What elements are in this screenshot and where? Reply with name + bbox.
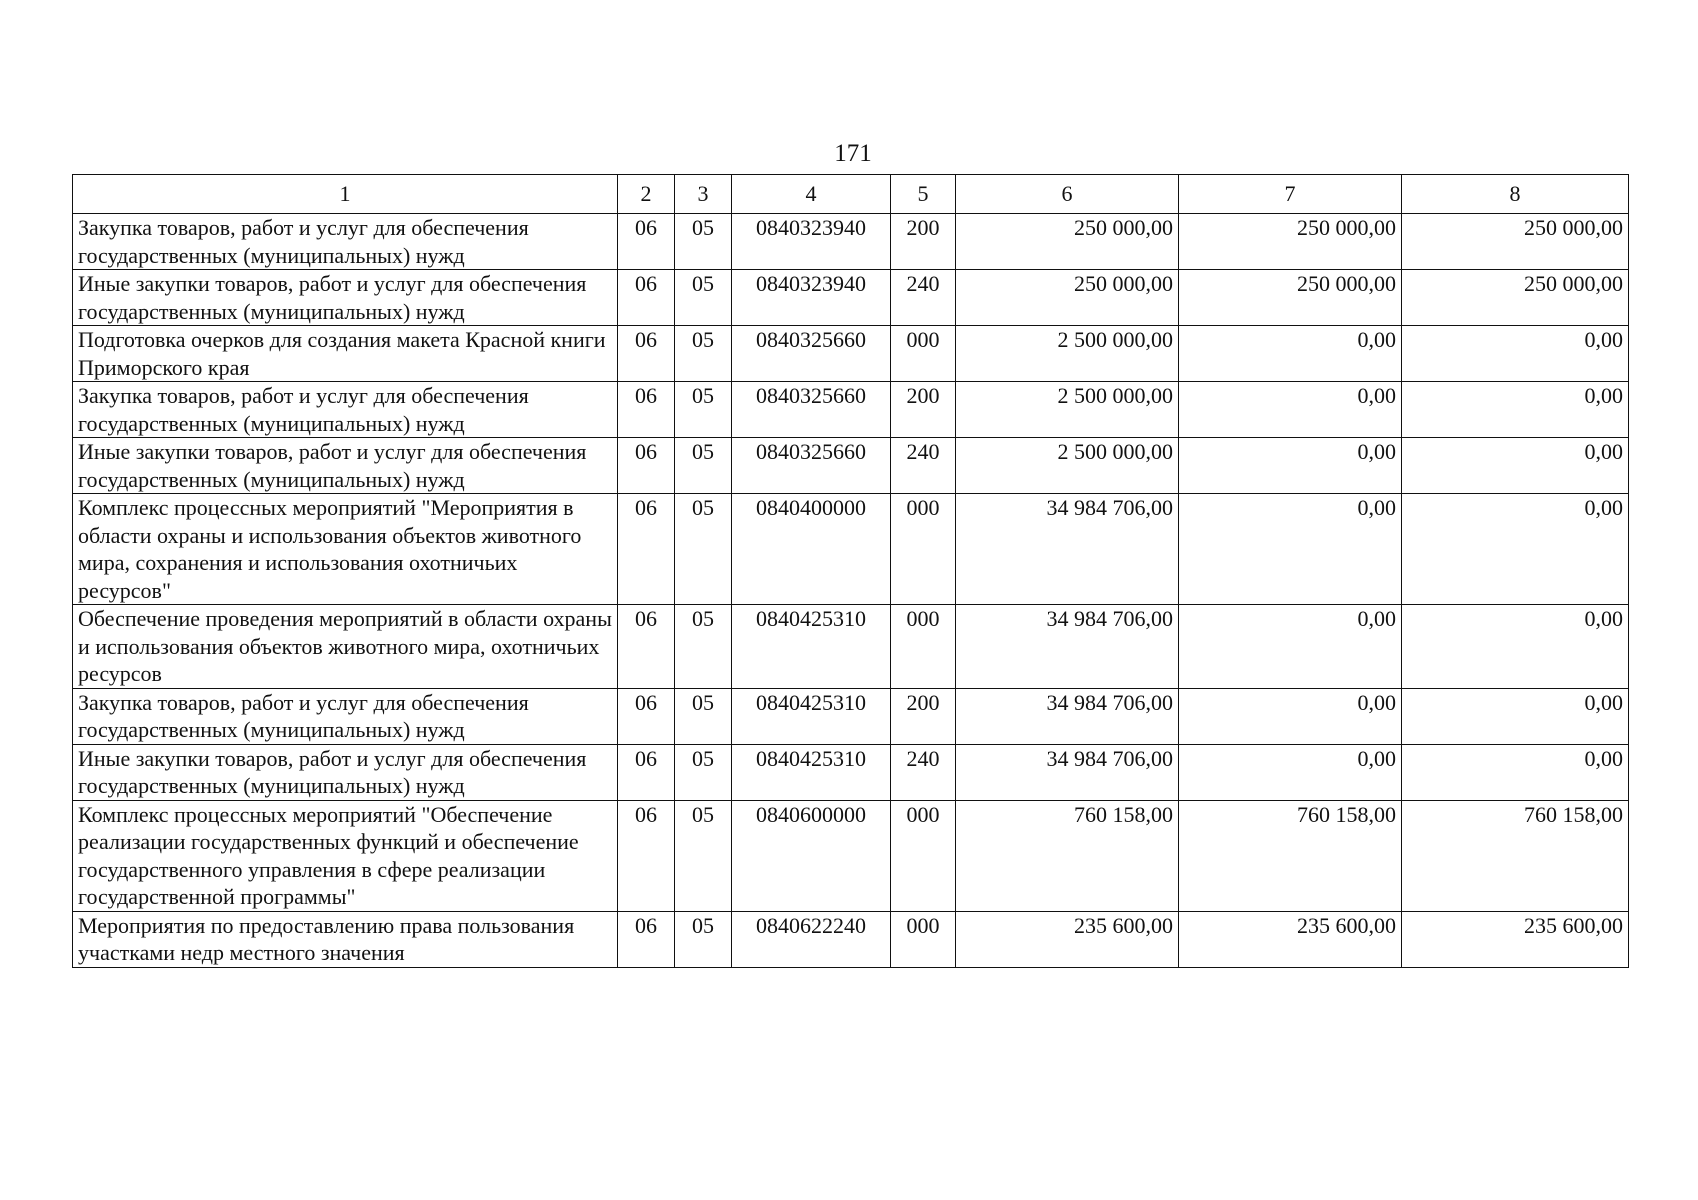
expense-type-code: 200 [891,688,956,744]
amount-col8: 250 000,00 [1402,270,1629,326]
amount-col8: 0,00 [1402,326,1629,382]
amount-col6: 34 984 706,00 [956,494,1179,605]
section-code: 06 [618,688,675,744]
table-row [73,382,1629,438]
column-header-7: 7 [1179,175,1402,214]
expense-type-code: 000 [891,494,956,605]
section-code: 06 [618,911,675,967]
subsection-code: 05 [675,382,732,438]
table-row [73,214,1629,270]
amount-col7: 0,00 [1179,744,1402,800]
table-row [73,605,1629,689]
amount-col6: 34 984 706,00 [956,605,1179,689]
amount-col7: 0,00 [1179,688,1402,744]
subsection-code: 05 [675,270,732,326]
subsection-code: 05 [675,688,732,744]
expense-type-code: 240 [891,744,956,800]
subsection-code: 05 [675,605,732,689]
section-code: 06 [618,800,675,911]
amount-col7: 0,00 [1179,326,1402,382]
table-row [73,438,1629,494]
amount-col8: 0,00 [1402,688,1629,744]
amount-col6: 235 600,00 [956,911,1179,967]
row-description: Обеспечение проведения мероприятий в области охраны и использования объектов животного мира, охотничьих ресурсов [73,605,618,689]
amount-col8: 235 600,00 [1402,911,1629,967]
column-header-5: 5 [891,175,956,214]
target-article-code: 0840600000 [732,800,891,911]
row-description: Закупка товаров, работ и услуг для обеспечения государственных (муниципальных) нужд [73,688,618,744]
amount-col7: 250 000,00 [1179,214,1402,270]
section-code: 06 [618,494,675,605]
page-number: 171 [834,140,872,167]
section-code: 06 [618,270,675,326]
subsection-code: 05 [675,800,732,911]
amount-col8: 0,00 [1402,438,1629,494]
amount-col7: 0,00 [1179,605,1402,689]
row-description: Закупка товаров, работ и услуг для обеспечения государственных (муниципальных) нужд [73,382,618,438]
amount-col6: 2 500 000,00 [956,326,1179,382]
table-row [73,800,1629,911]
table-row [73,494,1629,605]
expense-type-code: 200 [891,382,956,438]
column-header-8: 8 [1402,175,1629,214]
table-row [73,270,1629,326]
target-article-code: 0840323940 [732,270,891,326]
expense-type-code: 240 [891,270,956,326]
row-description: Иные закупки товаров, работ и услуг для обеспечения государственных (муниципальных) нужд [73,744,618,800]
amount-col6: 34 984 706,00 [956,744,1179,800]
column-number-row [73,175,1629,214]
expense-type-code: 240 [891,438,956,494]
target-article-code: 0840325660 [732,326,891,382]
amount-col6: 760 158,00 [956,800,1179,911]
expense-type-code: 200 [891,214,956,270]
amount-col7: 760 158,00 [1179,800,1402,911]
amount-col7: 0,00 [1179,438,1402,494]
amount-col7: 250 000,00 [1179,270,1402,326]
table-row [73,911,1629,967]
target-article-code: 0840425310 [732,688,891,744]
target-article-code: 0840425310 [732,744,891,800]
amount-col6: 250 000,00 [956,214,1179,270]
expense-type-code: 000 [891,800,956,911]
amount-col8: 760 158,00 [1402,800,1629,911]
section-code: 06 [618,382,675,438]
section-code: 06 [618,438,675,494]
section-code: 06 [618,605,675,689]
amount-col8: 0,00 [1402,605,1629,689]
subsection-code: 05 [675,744,732,800]
amount-col6: 2 500 000,00 [956,382,1179,438]
subsection-code: 05 [675,494,732,605]
amount-col7: 0,00 [1179,494,1402,605]
target-article-code: 0840323940 [732,214,891,270]
subsection-code: 05 [675,326,732,382]
table-row [73,744,1629,800]
subsection-code: 05 [675,438,732,494]
section-code: 06 [618,744,675,800]
row-description: Комплекс процессных мероприятий "Обеспечение реализации государственных функций и обеспечение государственного управления в сфере реализации государственной программы" [73,800,618,911]
amount-col6: 34 984 706,00 [956,688,1179,744]
amount-col8: 0,00 [1402,382,1629,438]
expense-type-code: 000 [891,326,956,382]
section-code: 06 [618,326,675,382]
budget-table [72,174,1629,968]
amount-col8: 0,00 [1402,744,1629,800]
row-description: Иные закупки товаров, работ и услуг для обеспечения государственных (муниципальных) нужд [73,438,618,494]
table-row [73,688,1629,744]
target-article-code: 0840325660 [732,382,891,438]
column-header-3: 3 [675,175,732,214]
row-description: Комплекс процессных мероприятий "Мероприятия в области охраны и использования объектов животного мира, сохранения и использования охотничьих ресурсов" [73,494,618,605]
table-row [73,326,1629,382]
subsection-code: 05 [675,911,732,967]
target-article-code: 0840325660 [732,438,891,494]
target-article-code: 0840622240 [732,911,891,967]
column-header-6: 6 [956,175,1179,214]
column-header-4: 4 [732,175,891,214]
row-description: Подготовка очерков для создания макета Красной книги Приморского края [73,326,618,382]
section-code: 06 [618,214,675,270]
target-article-code: 0840400000 [732,494,891,605]
subsection-code: 05 [675,214,732,270]
amount-col6: 2 500 000,00 [956,438,1179,494]
row-description: Закупка товаров, работ и услуг для обеспечения государственных (муниципальных) нужд [73,214,618,270]
column-header-1: 1 [73,175,618,214]
amount-col8: 250 000,00 [1402,214,1629,270]
amount-col8: 0,00 [1402,494,1629,605]
expense-type-code: 000 [891,605,956,689]
expense-type-code: 000 [891,911,956,967]
amount-col6: 250 000,00 [956,270,1179,326]
amount-col7: 235 600,00 [1179,911,1402,967]
row-description: Иные закупки товаров, работ и услуг для обеспечения государственных (муниципальных) нужд [73,270,618,326]
column-header-2: 2 [618,175,675,214]
row-description: Мероприятия по предоставлению права пользования участками недр местного значения [73,911,618,967]
amount-col7: 0,00 [1179,382,1402,438]
target-article-code: 0840425310 [732,605,891,689]
